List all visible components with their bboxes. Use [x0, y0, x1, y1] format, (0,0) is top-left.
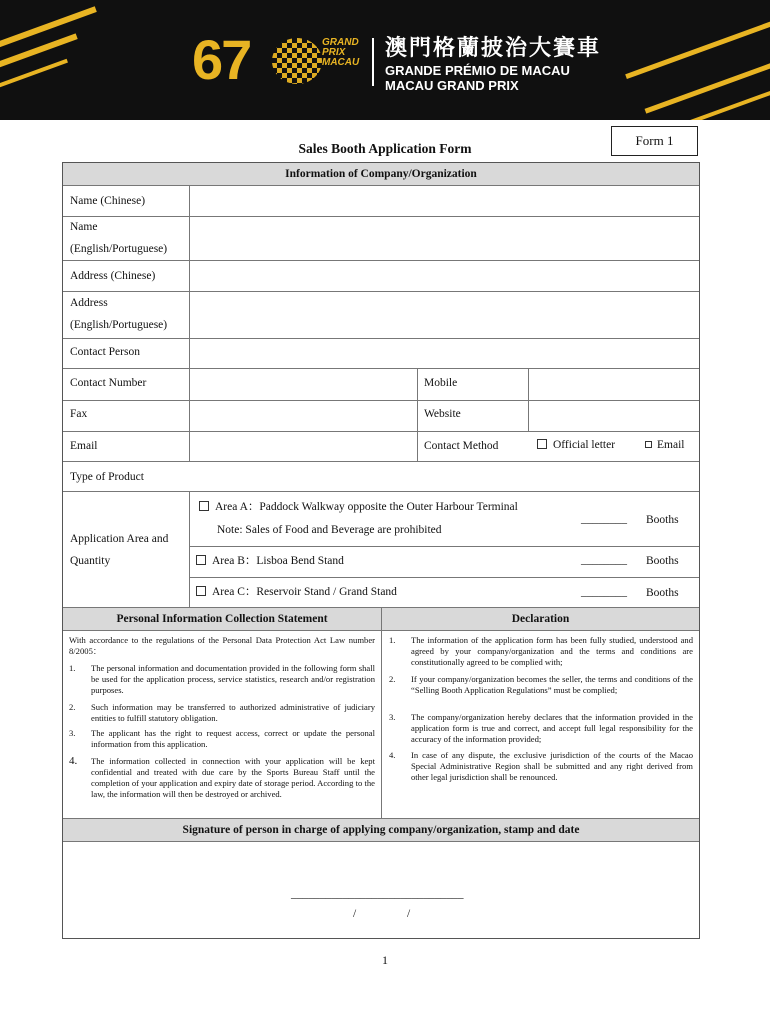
area-b-booths-label: Booths — [646, 555, 679, 567]
label-contact-number: Contact Number — [70, 377, 147, 389]
official-letter-checkbox[interactable]: Official letter — [537, 434, 615, 456]
label-address-chinese: Address (Chinese) — [70, 270, 156, 282]
label-contact-person: Contact Person — [70, 346, 140, 358]
decorative-stripe — [645, 47, 770, 113]
pics-item: 2. Such information may be transferred to authorized administrative of judiciary entities to fulfill statutory obligation. — [69, 702, 375, 723]
contact-person-field[interactable] — [190, 339, 699, 368]
decorative-stripe — [625, 6, 770, 79]
name-chinese-field[interactable] — [190, 186, 699, 216]
area-a-note: Note: Sales of Food and Beverage are prohibited — [217, 524, 442, 536]
pics-header: Personal Information Collection Statement — [63, 608, 381, 630]
label-type-of-product: Type of Product — [70, 471, 144, 483]
fax-field[interactable] — [190, 401, 417, 431]
label-email: Email — [70, 440, 98, 452]
checkbox-icon — [645, 441, 652, 448]
checkbox-icon — [196, 555, 206, 565]
label-website: Website — [424, 408, 461, 420]
declaration-item: 4. In case of any dispute, the exclusive jurisdiction of the courts of the Macao Special Administrative Region shall be submitted and any right derived from other legal jurisdiction shall be renounced. — [389, 750, 693, 782]
decorative-stripe — [0, 59, 68, 94]
label-contact-method: Contact Method — [424, 440, 499, 452]
page-number: 1 — [382, 953, 388, 967]
label-name-english: Name (English/Portuguese) — [70, 221, 168, 255]
header-banner — [0, 0, 770, 120]
label-address-english: Address (English/Portuguese) — [70, 297, 168, 331]
name-english-field[interactable] — [190, 217, 699, 260]
pics-item: 1. The personal information and documentation provided in the following form shall be used for the application process, service statistics, research and/or registration purposes. — [69, 663, 375, 695]
area-b-checkbox[interactable]: Area B：Lisboa Bend Stand — [196, 550, 344, 572]
logo-text: GRAND PRIX MACAU — [322, 37, 360, 68]
label-name-chinese: Name (Chinese) — [70, 195, 146, 207]
chinese-title: 澳門格蘭披治大賽車 — [385, 36, 602, 61]
company-section-header: Information of Company/Organization — [63, 163, 699, 185]
signature-header: Signature of person in charge of applying company/organization, stamp and date — [63, 819, 699, 841]
logo-number: 67 — [192, 28, 251, 91]
address-chinese-field[interactable] — [190, 261, 699, 291]
contact-number-field[interactable] — [190, 369, 417, 400]
pics-item: 3. The applicant has the right to request access, correct or update the personal information from this application. — [69, 728, 375, 749]
area-a-checkbox[interactable]: Area A：Paddock Walkway opposite the Outer Harbour Terminal — [199, 496, 518, 518]
area-a-booths-label: Booths — [646, 514, 679, 526]
area-c-booths-label: Booths — [646, 587, 679, 599]
area-c-checkbox[interactable]: Area C：Reservoir Stand / Grand Stand — [196, 581, 397, 603]
logo-divider — [372, 38, 374, 86]
declaration-header: Declaration — [382, 608, 699, 630]
date-separator: / — [353, 908, 357, 920]
website-field[interactable] — [529, 401, 699, 431]
email-field[interactable] — [190, 432, 417, 461]
type-of-product-field[interactable] — [63, 462, 699, 491]
pics-item: 4. The information collected in connection with your application will be kept confidential and treated with due care by the Sports Bureau Staff until the completion of your application and expiry date of storage period. According to the law, the information will then be destroyed or archived. — [69, 755, 375, 799]
checkered-flag-icon — [272, 38, 322, 84]
decorative-stripe — [0, 6, 97, 60]
declaration-item: 1. The information of the application form has been fully studied, understood and agreed by your company/organization and the terms and conditions are constitutionally agreed to be complied with; — [389, 635, 693, 667]
mobile-field[interactable] — [529, 369, 699, 400]
pics-intro: With accordance to the regulations of the Personal Data Protection Act Law number 8/2005： — [69, 635, 375, 656]
form-number-box: Form 1 — [611, 126, 698, 156]
checkbox-icon — [196, 586, 206, 596]
label-fax: Fax — [70, 408, 88, 420]
date-separator: / — [407, 908, 411, 920]
english-title: GRANDE PRÉMIO DE MACAU MACAU GRAND PRIX — [385, 63, 570, 93]
checkbox-icon — [537, 439, 547, 449]
checkbox-icon — [199, 501, 209, 511]
declaration-item: 3. The company/organization hereby declares that the information provided in the application form is true and correct, and accept full legal responsibility for the accuracy of the information provided; — [389, 712, 693, 744]
label-mobile: Mobile — [424, 377, 458, 389]
address-english-field[interactable] — [190, 292, 699, 338]
page-title: Sales Booth Application Form — [298, 141, 472, 156]
declaration-item: 2. If your company/organization becomes the seller, the terms and conditions of the “Selling Booth Application Regulations” must be complied; — [389, 674, 693, 695]
signature-line: ______________________________ — [291, 888, 464, 900]
area-b-quantity-field[interactable]: ________ — [581, 554, 627, 566]
label-application-area: Application Area and Quantity — [70, 533, 169, 567]
area-c-quantity-field[interactable]: ________ — [581, 586, 627, 598]
area-a-quantity-field[interactable]: ________ — [581, 513, 627, 525]
email-checkbox[interactable]: Email — [645, 434, 684, 456]
application-form — [62, 162, 700, 939]
